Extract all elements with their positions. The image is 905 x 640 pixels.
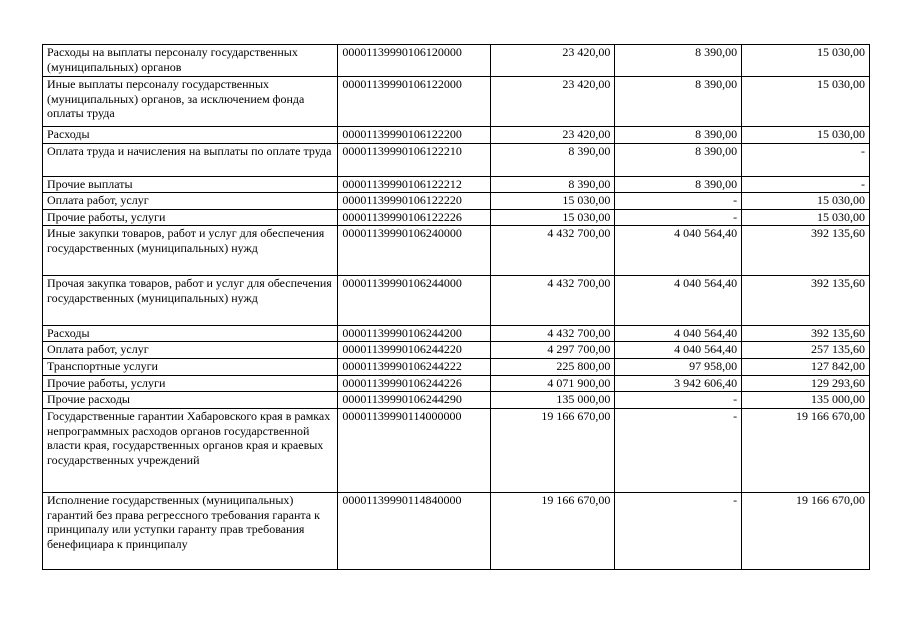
row-remaining: 19 166 670,00 bbox=[742, 493, 870, 570]
row-assigned: 15 030,00 bbox=[490, 193, 615, 210]
row-executed: 8 390,00 bbox=[615, 144, 742, 177]
row-name: Прочие выплаты bbox=[43, 177, 338, 193]
table-row bbox=[43, 376, 870, 392]
table-row bbox=[43, 326, 870, 342]
row-remaining: 257 135,60 bbox=[742, 342, 870, 359]
row-name: Прочая закупка товаров, работ и услуг для обеспечения государственных (муниципальных) нужд bbox=[43, 276, 338, 326]
row-code: 00001139990106244226 bbox=[338, 376, 491, 392]
row-remaining: 392 135,60 bbox=[742, 276, 870, 326]
table-row bbox=[43, 342, 870, 359]
row-code: 00001139990106244000 bbox=[338, 276, 491, 326]
row-code: 00001139990106122000 bbox=[338, 77, 491, 127]
row-code: 00001139990106122220 bbox=[338, 193, 491, 210]
row-executed: - bbox=[615, 392, 742, 409]
row-remaining: - bbox=[742, 177, 870, 193]
row-executed: 3 942 606,40 bbox=[615, 376, 742, 392]
row-name: Оплата труда и начисления на выплаты по оплате труда bbox=[43, 144, 338, 177]
row-remaining: - bbox=[742, 144, 870, 177]
table-row bbox=[43, 409, 870, 493]
row-executed: 8 390,00 bbox=[615, 127, 742, 144]
table-row bbox=[43, 45, 870, 77]
row-name: Транспортные услуги bbox=[43, 359, 338, 376]
row-assigned: 8 390,00 bbox=[490, 177, 615, 193]
table-row bbox=[43, 144, 870, 177]
row-code: 00001139990114000000 bbox=[338, 409, 491, 493]
row-assigned: 4 432 700,00 bbox=[490, 276, 615, 326]
table-row bbox=[43, 177, 870, 193]
row-code: 00001139990106244222 bbox=[338, 359, 491, 376]
table-row bbox=[43, 359, 870, 376]
row-executed: 8 390,00 bbox=[615, 177, 742, 193]
row-remaining: 129 293,60 bbox=[742, 376, 870, 392]
row-remaining: 392 135,60 bbox=[742, 226, 870, 276]
row-executed: 4 040 564,40 bbox=[615, 342, 742, 359]
row-remaining: 19 166 670,00 bbox=[742, 409, 870, 493]
row-assigned: 135 000,00 bbox=[490, 392, 615, 409]
row-code: 00001139990106244200 bbox=[338, 326, 491, 342]
row-code: 00001139990106122226 bbox=[338, 210, 491, 226]
row-assigned: 19 166 670,00 bbox=[490, 493, 615, 570]
row-name: Расходы bbox=[43, 326, 338, 342]
table-row bbox=[43, 127, 870, 144]
row-remaining: 15 030,00 bbox=[742, 127, 870, 144]
row-assigned: 4 297 700,00 bbox=[490, 342, 615, 359]
table-row bbox=[43, 392, 870, 409]
row-name: Прочие расходы bbox=[43, 392, 338, 409]
row-executed: 4 040 564,40 bbox=[615, 276, 742, 326]
row-assigned: 225 800,00 bbox=[490, 359, 615, 376]
row-name: Прочие работы, услуги bbox=[43, 376, 338, 392]
row-name: Исполнение государственных (муниципальных) гарантий без права регрессного требования гаранта к принципалу или уступки гаранту прав требования бенефициара к принципалу bbox=[43, 493, 338, 570]
row-remaining: 15 030,00 bbox=[742, 77, 870, 127]
row-code: 00001139990106240000 bbox=[338, 226, 491, 276]
row-assigned: 8 390,00 bbox=[490, 144, 615, 177]
row-executed: - bbox=[615, 493, 742, 570]
row-name: Оплата работ, услуг bbox=[43, 342, 338, 359]
table-row bbox=[43, 193, 870, 210]
row-executed: 97 958,00 bbox=[615, 359, 742, 376]
row-assigned: 23 420,00 bbox=[490, 45, 615, 77]
table-row bbox=[43, 210, 870, 226]
row-name: Прочие работы, услуги bbox=[43, 210, 338, 226]
row-assigned: 4 432 700,00 bbox=[490, 226, 615, 276]
table-row bbox=[43, 276, 870, 326]
row-remaining: 127 842,00 bbox=[742, 359, 870, 376]
row-name: Оплата работ, услуг bbox=[43, 193, 338, 210]
row-code: 00001139990106122212 bbox=[338, 177, 491, 193]
row-executed: - bbox=[615, 193, 742, 210]
row-assigned: 15 030,00 bbox=[490, 210, 615, 226]
row-code: 00001139990106120000 bbox=[338, 45, 491, 77]
table-body bbox=[43, 45, 870, 570]
row-assigned: 4 071 900,00 bbox=[490, 376, 615, 392]
row-remaining: 135 000,00 bbox=[742, 392, 870, 409]
row-remaining: 15 030,00 bbox=[742, 210, 870, 226]
row-name: Государственные гарантии Хабаровского края в рамках непрограммных расходов органов государственной власти края, государственных органов края и краевых государственных учреждений bbox=[43, 409, 338, 493]
table-row bbox=[43, 493, 870, 570]
row-remaining: 15 030,00 bbox=[742, 45, 870, 77]
row-remaining: 392 135,60 bbox=[742, 326, 870, 342]
row-executed: 4 040 564,40 bbox=[615, 226, 742, 276]
row-executed: 8 390,00 bbox=[615, 45, 742, 77]
row-remaining: 15 030,00 bbox=[742, 193, 870, 210]
row-assigned: 19 166 670,00 bbox=[490, 409, 615, 493]
row-executed: 8 390,00 bbox=[615, 77, 742, 127]
row-executed: - bbox=[615, 210, 742, 226]
row-name: Иные закупки товаров, работ и услуг для обеспечения государственных (муниципальных) нужд bbox=[43, 226, 338, 276]
table-row bbox=[43, 226, 870, 276]
row-name: Расходы bbox=[43, 127, 338, 144]
budget-execution-table bbox=[42, 44, 870, 570]
row-code: 00001139990106122210 bbox=[338, 144, 491, 177]
row-executed: 4 040 564,40 bbox=[615, 326, 742, 342]
row-code: 00001139990106244290 bbox=[338, 392, 491, 409]
row-name: Иные выплаты персоналу государственных (муниципальных) органов, за исключением фонда оплаты труда bbox=[43, 77, 338, 127]
row-assigned: 23 420,00 bbox=[490, 77, 615, 127]
row-assigned: 4 432 700,00 bbox=[490, 326, 615, 342]
row-executed: - bbox=[615, 409, 742, 493]
row-code: 00001139990106244220 bbox=[338, 342, 491, 359]
row-code: 00001139990114840000 bbox=[338, 493, 491, 570]
table-row bbox=[43, 77, 870, 127]
row-assigned: 23 420,00 bbox=[490, 127, 615, 144]
row-code: 00001139990106122200 bbox=[338, 127, 491, 144]
row-name: Расходы на выплаты персоналу государственных (муниципальных) органов bbox=[43, 45, 338, 77]
